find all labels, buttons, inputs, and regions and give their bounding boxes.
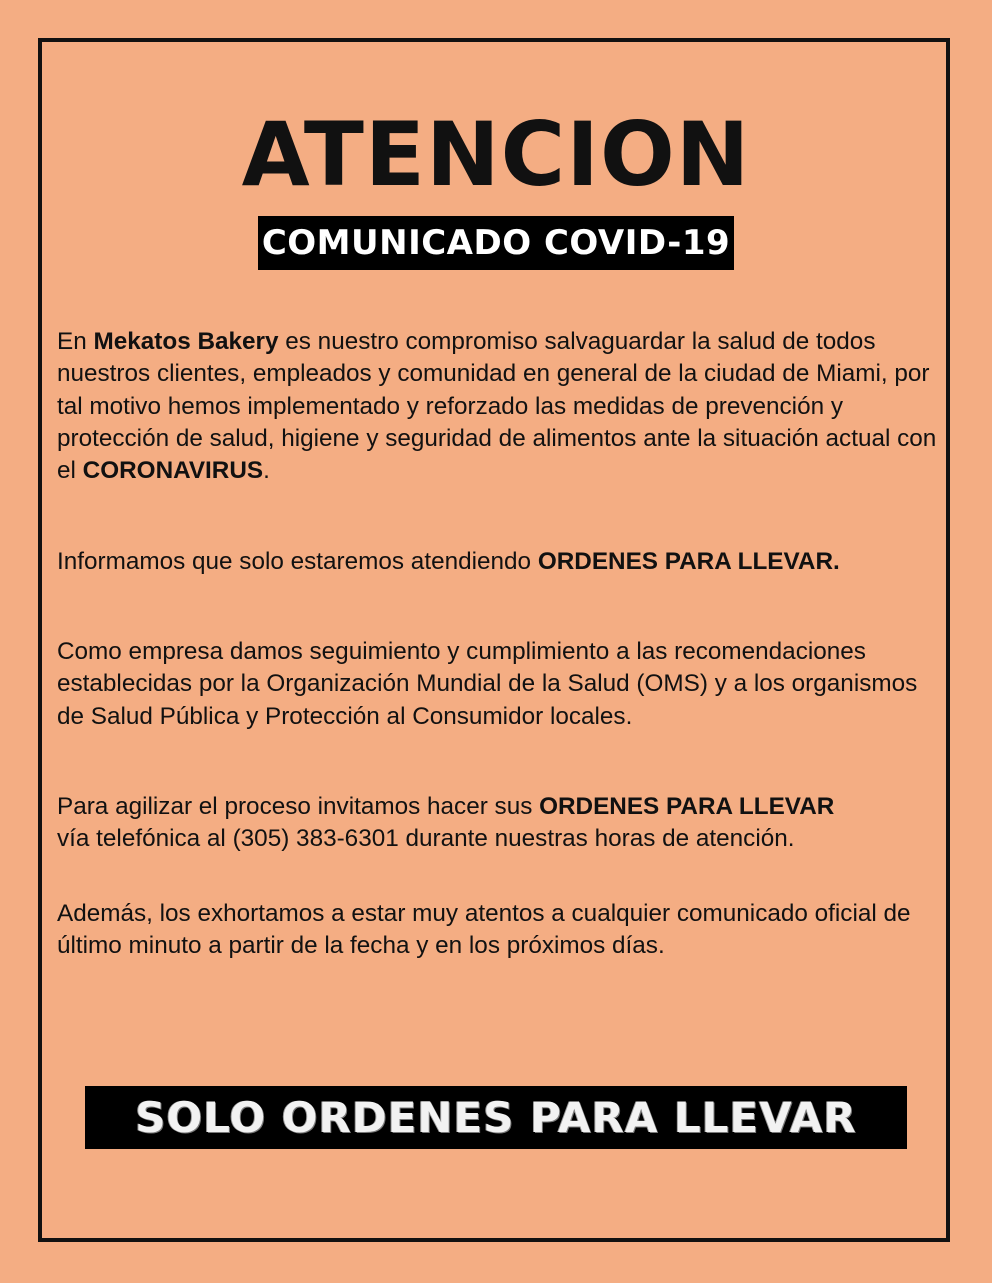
paragraph-text: Además, los exhortamos a estar muy atentos a cualquier comunicado oficial de último minuto a partir de la fecha y en los próximos días. (57, 900, 911, 960)
paragraph-text: Informamos que solo estaremos atendiendo (57, 548, 538, 575)
footer-banner-text: SOLO ORDENES PARA LLEVAR (135, 1093, 857, 1142)
paragraph-takeout-only (57, 546, 947, 578)
page-title: ATENCION (241, 103, 751, 206)
paragraph-text: . (263, 457, 270, 485)
paragraph-text: es nuestro compromiso salvaguardar la salud de todos nuestros clientes, empleados y comunidad en general de la ciudad de Miami, por tal motivo hemos implementado y reforzado las medidas de prevención y protección de salud, higiene y seguridad de alimentos ante la situación actual con el (57, 328, 937, 485)
subtitle-container (0, 216, 992, 270)
paragraph-commitment (57, 326, 947, 487)
emphasis-text: CORONAVIRUS (82, 457, 264, 485)
paragraph-phone-orders (57, 791, 947, 856)
paragraph-recommendations (57, 636, 947, 733)
phone-line: vía telefónica al (305) 383-6301 durante nuestras horas de atención. (57, 825, 795, 853)
subtitle-label: COMUNICADO COVID-19 (258, 216, 734, 270)
paragraph-text: Como empresa damos seguimiento y cumplimiento a las recomendaciones establecidas por la Organización Mundial de la Salud (OMS) y a los organismos de Salud Pública y Protección al Consumidor locales. (57, 638, 918, 730)
business-name: Mekatos Bakery (93, 328, 279, 355)
paragraph-text: Para agilizar el proceso invitamos hacer sus (57, 793, 540, 820)
paragraph-text: En (57, 328, 94, 355)
footer-banner (85, 1086, 907, 1149)
paragraph-stay-informed (57, 898, 947, 963)
emphasis-text: ORDENES PARA LLEVAR. (537, 548, 840, 575)
emphasis-text: ORDENES PARA LLEVAR (539, 793, 835, 820)
